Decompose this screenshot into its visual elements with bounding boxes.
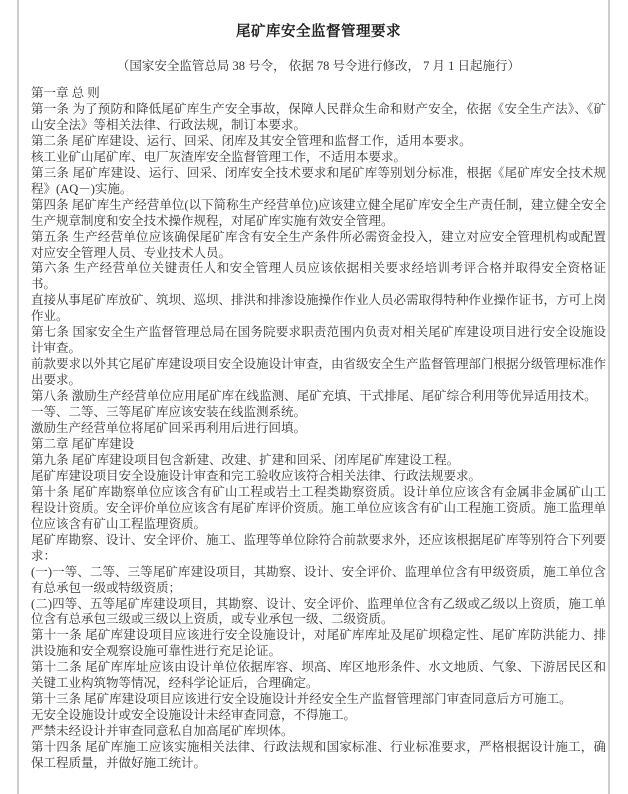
paragraph: 第十四条 尾矿库施工应该实施相关法律、行政法规和国家标准、行业标准要求，严格根据设计施工，确保工程质量，并做好施工统计。 <box>31 740 606 771</box>
paragraph: 第一章 总 则 <box>31 86 100 100</box>
paragraph: 第十三条 尾矿库建设项目应该进行安全设施设计并经安全生产监督管理部门审查同意后方可施工。 <box>31 692 572 707</box>
paragraph: 第一条 为了预防和降低尾矿库生产安全事故，保障人民群众生命和财产安全，依据《安全生产法》、《矿山安全法》等相关法律、行政法规，制订本要求。 <box>31 101 606 132</box>
paragraph: 第十二条 尾矿库库址应该由设计单位依据库容、坝高、库区地形条件、水文地质、气象、下游居民区和关键工业构筑物等情况，经科学论证后，合理确定。 <box>31 660 606 691</box>
document-body <box>31 86 606 772</box>
paragraph: 第五条 生产经营单位应该确保尾矿库含有安全生产条件所必需资金投入，建立对应安全管理机构或配置对应安全管理人员、专业技术人员。 <box>31 229 606 260</box>
paragraph: 第十条 尾矿库勘察单位应该含有矿山工程或岩土工程类勘察资质。设计单位应该含有金属非金属矿山工程设计资质。安全评价单位应该含有尾矿库评价资质。施工单位应该含有矿山工程施工资质。施工监理单位应该含有矿山工程监理资质。 <box>31 484 607 531</box>
document-title: 尾矿库安全监督管理要求 <box>236 24 401 40</box>
document-subtitle: （国家安全监管总局 38 号令， 依据 78 号令进行修改， 7 月 1 日起施行） <box>116 59 521 73</box>
paragraph: 尾矿库勘察、设计、安全评价、施工、监理等单位除符合前款要求外，还应该根据尾矿库等别符合下列要求： <box>31 532 607 563</box>
paragraph: (一)一等、二等、三等尾矿库建设项目，其勘察、设计、安全评价、监理单位含有甲级资质，施工单位含有总承包一级或特级资质； <box>31 564 606 595</box>
paragraph: 第六条 生产经营单位关键责任人和安全管理人员应该依据相关要求经培训考评合格并取得安全资格证书。 <box>31 261 606 292</box>
paragraph: 核工业矿山尾矿库、电厂灰渣库安全监督管理工作，不适用本要求。 <box>31 149 407 164</box>
paragraph: 尾矿库建设项目安全设施设计审查和完工验收应该符合相关法律、行政法规要求。 <box>31 468 482 483</box>
paragraph: 一等、二等、三等尾矿库应该安装在线监测系统。 <box>31 405 307 420</box>
paragraph: 第四条 尾矿库生产经营单位(以下简称生产经营单位)应该建立健全尾矿库安全生产责任制，建立健全安全生产规章制度和安全技术操作规程，对尾矿库实施有效安全管理。 <box>31 197 606 228</box>
paragraph: 激励生产经营单位将尾矿回采再利用后进行回填。 <box>31 421 307 436</box>
paragraph: 第三条 尾矿库建设、运行、回采、闭库安全技术要求和尾矿库等别划分标准，根据《尾矿库安全技术规程》(AQ－)实施。 <box>31 165 606 196</box>
paragraph: 第二条 尾矿库建设、运行、回采、闭库及其安全管理和监督工作，适用本要求。 <box>31 133 472 148</box>
paragraph: 前款要求以外其它尾矿库建设项目安全设施设计审查，由省级安全生产监督管理部门根据分级管理标准作出要求。 <box>31 357 607 388</box>
paragraph: 严禁未经设计并审查同意私自加高尾矿库坝体。 <box>31 724 294 739</box>
paragraph: 直接从事尾矿库放矿、筑坝、巡坝、排洪和排渗设施操作作业人员必需取得特种作业操作证书，方可上岗作业。 <box>31 293 607 324</box>
paragraph: 第二章 尾矿库建设 <box>31 436 135 451</box>
paragraph: 第七条 国家安全生产监督管理总局在国务院要求职责范围内负责对相关尾矿库建设项目进行安全设施设计审查。 <box>31 325 606 356</box>
paragraph: 第十一条 尾矿库建设项目应该进行安全设施设计，对尾矿库库址及尾矿坝稳定性、尾矿库防洪能力、排洪设施和安全观察设施可靠性进行充足论证。 <box>31 628 606 659</box>
paragraph: 第八条 激励生产经营单位应用尾矿库在线监测、尾矿充填、干式排尾、尾矿综合利用等优异适用技术。 <box>31 389 597 404</box>
paragraph: 第九条 尾矿库建设项目包含新建、改建、扩建和回采、闭库尾矿库建设工程。 <box>31 452 460 467</box>
paragraph: (二)四等、五等尾矿库建设项目，其勘察、设计、安全评价、监理单位含有乙级或乙级以上资质，施工单位含有总承包三级或三级以上资质，或专业承包一级、二级资质。 <box>31 596 606 627</box>
paragraph: 无安全设施设计或安全设施设计未经审查同意，不得施工。 <box>31 708 357 723</box>
